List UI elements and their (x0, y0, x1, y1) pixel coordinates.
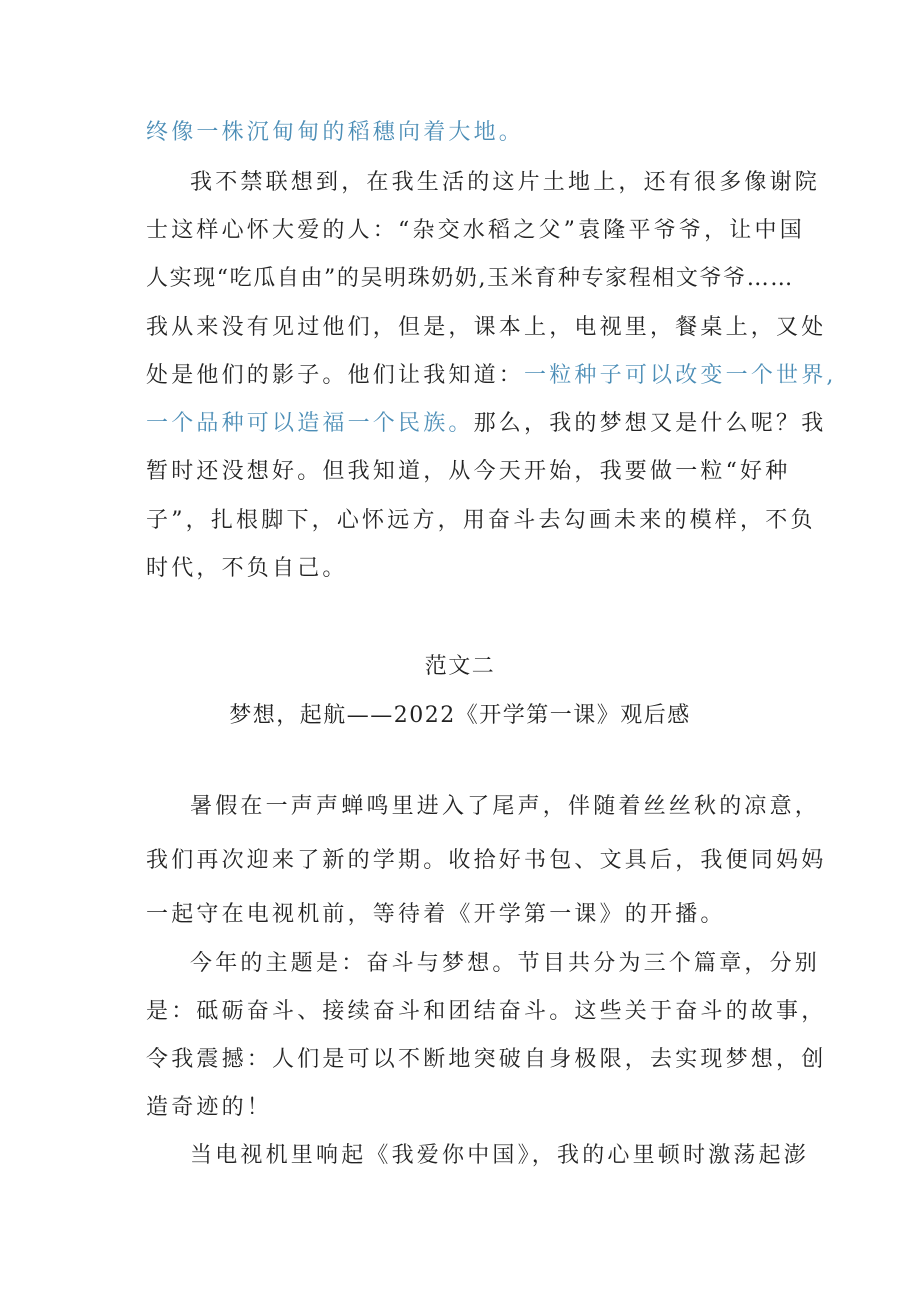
paragraph-line: 终像一株沉甸甸的稻穗向着大地。 (146, 120, 525, 145)
paragraph-line: 一起守在电视机前，等待着《开学第一课》的开播。 (146, 902, 726, 927)
paragraph-line: 士这样心怀大爱的人：“杂交水稻之父”袁隆平爷爷，让中国 (146, 218, 805, 243)
paragraph-line: 造奇迹的！ (146, 1095, 273, 1120)
paragraph-line: 今年的主题是：奋斗与梦想。节目共分为三个篇章，分别 (190, 951, 821, 976)
highlighted-text: 一个品种可以造福一个民族。 (146, 411, 474, 436)
paragraph-line: 我不禁联想到，在我生活的这片土地上，还有很多像谢院 (190, 170, 821, 195)
text-run: 处是他们的影子。他们让我知道： (146, 363, 525, 388)
paragraph-line: 是：砥砺奋斗、接续奋斗和团结奋斗。这些关于奋斗的故事， (146, 999, 827, 1024)
paragraph-line: 令我震撼：人们是可以不断地突破自身极限，去实现梦想，创 (146, 1047, 827, 1072)
paragraph-line: 子”，扎根脚下，心怀远方，用奋斗去勾画未来的模样，不负 (146, 508, 816, 533)
paragraph-line: 我们再次迎来了新的学期。收拾好书包、文具后，我便同妈妈 (146, 848, 827, 873)
paragraph-line: 人实现“吃瓜自由”的吴明珠奶奶,玉米育种专家程相文爷爷…… (146, 266, 794, 291)
paragraph-line (146, 361, 837, 391)
paragraph-line (146, 409, 827, 439)
paragraph-line: 时代，不负自己。 (146, 556, 348, 581)
paragraph-line: 暂时还没想好。但我知道，从今天开始，我要做一粒“好种 (146, 459, 791, 484)
paragraph-line: 我从来没有见过他们，但是，课本上，电视里，餐桌上，又处 (146, 315, 827, 340)
section-heading: 范文二 (424, 654, 496, 679)
article-title: 梦想，起航——2022《开学第一课》观后感 (229, 703, 691, 728)
highlighted-text: 一粒种子可以改变一个世界, (524, 363, 837, 388)
text-run: 那么，我的梦想又是什么呢？我 (473, 411, 827, 436)
paragraph-line: 暑假在一声声蝉鸣里进入了尾声，伴随着丝丝秋的凉意， (190, 794, 821, 819)
paragraph-line: 当电视机里响起《我爱你中国》，我的心里顿时激荡起澎 (190, 1143, 810, 1168)
